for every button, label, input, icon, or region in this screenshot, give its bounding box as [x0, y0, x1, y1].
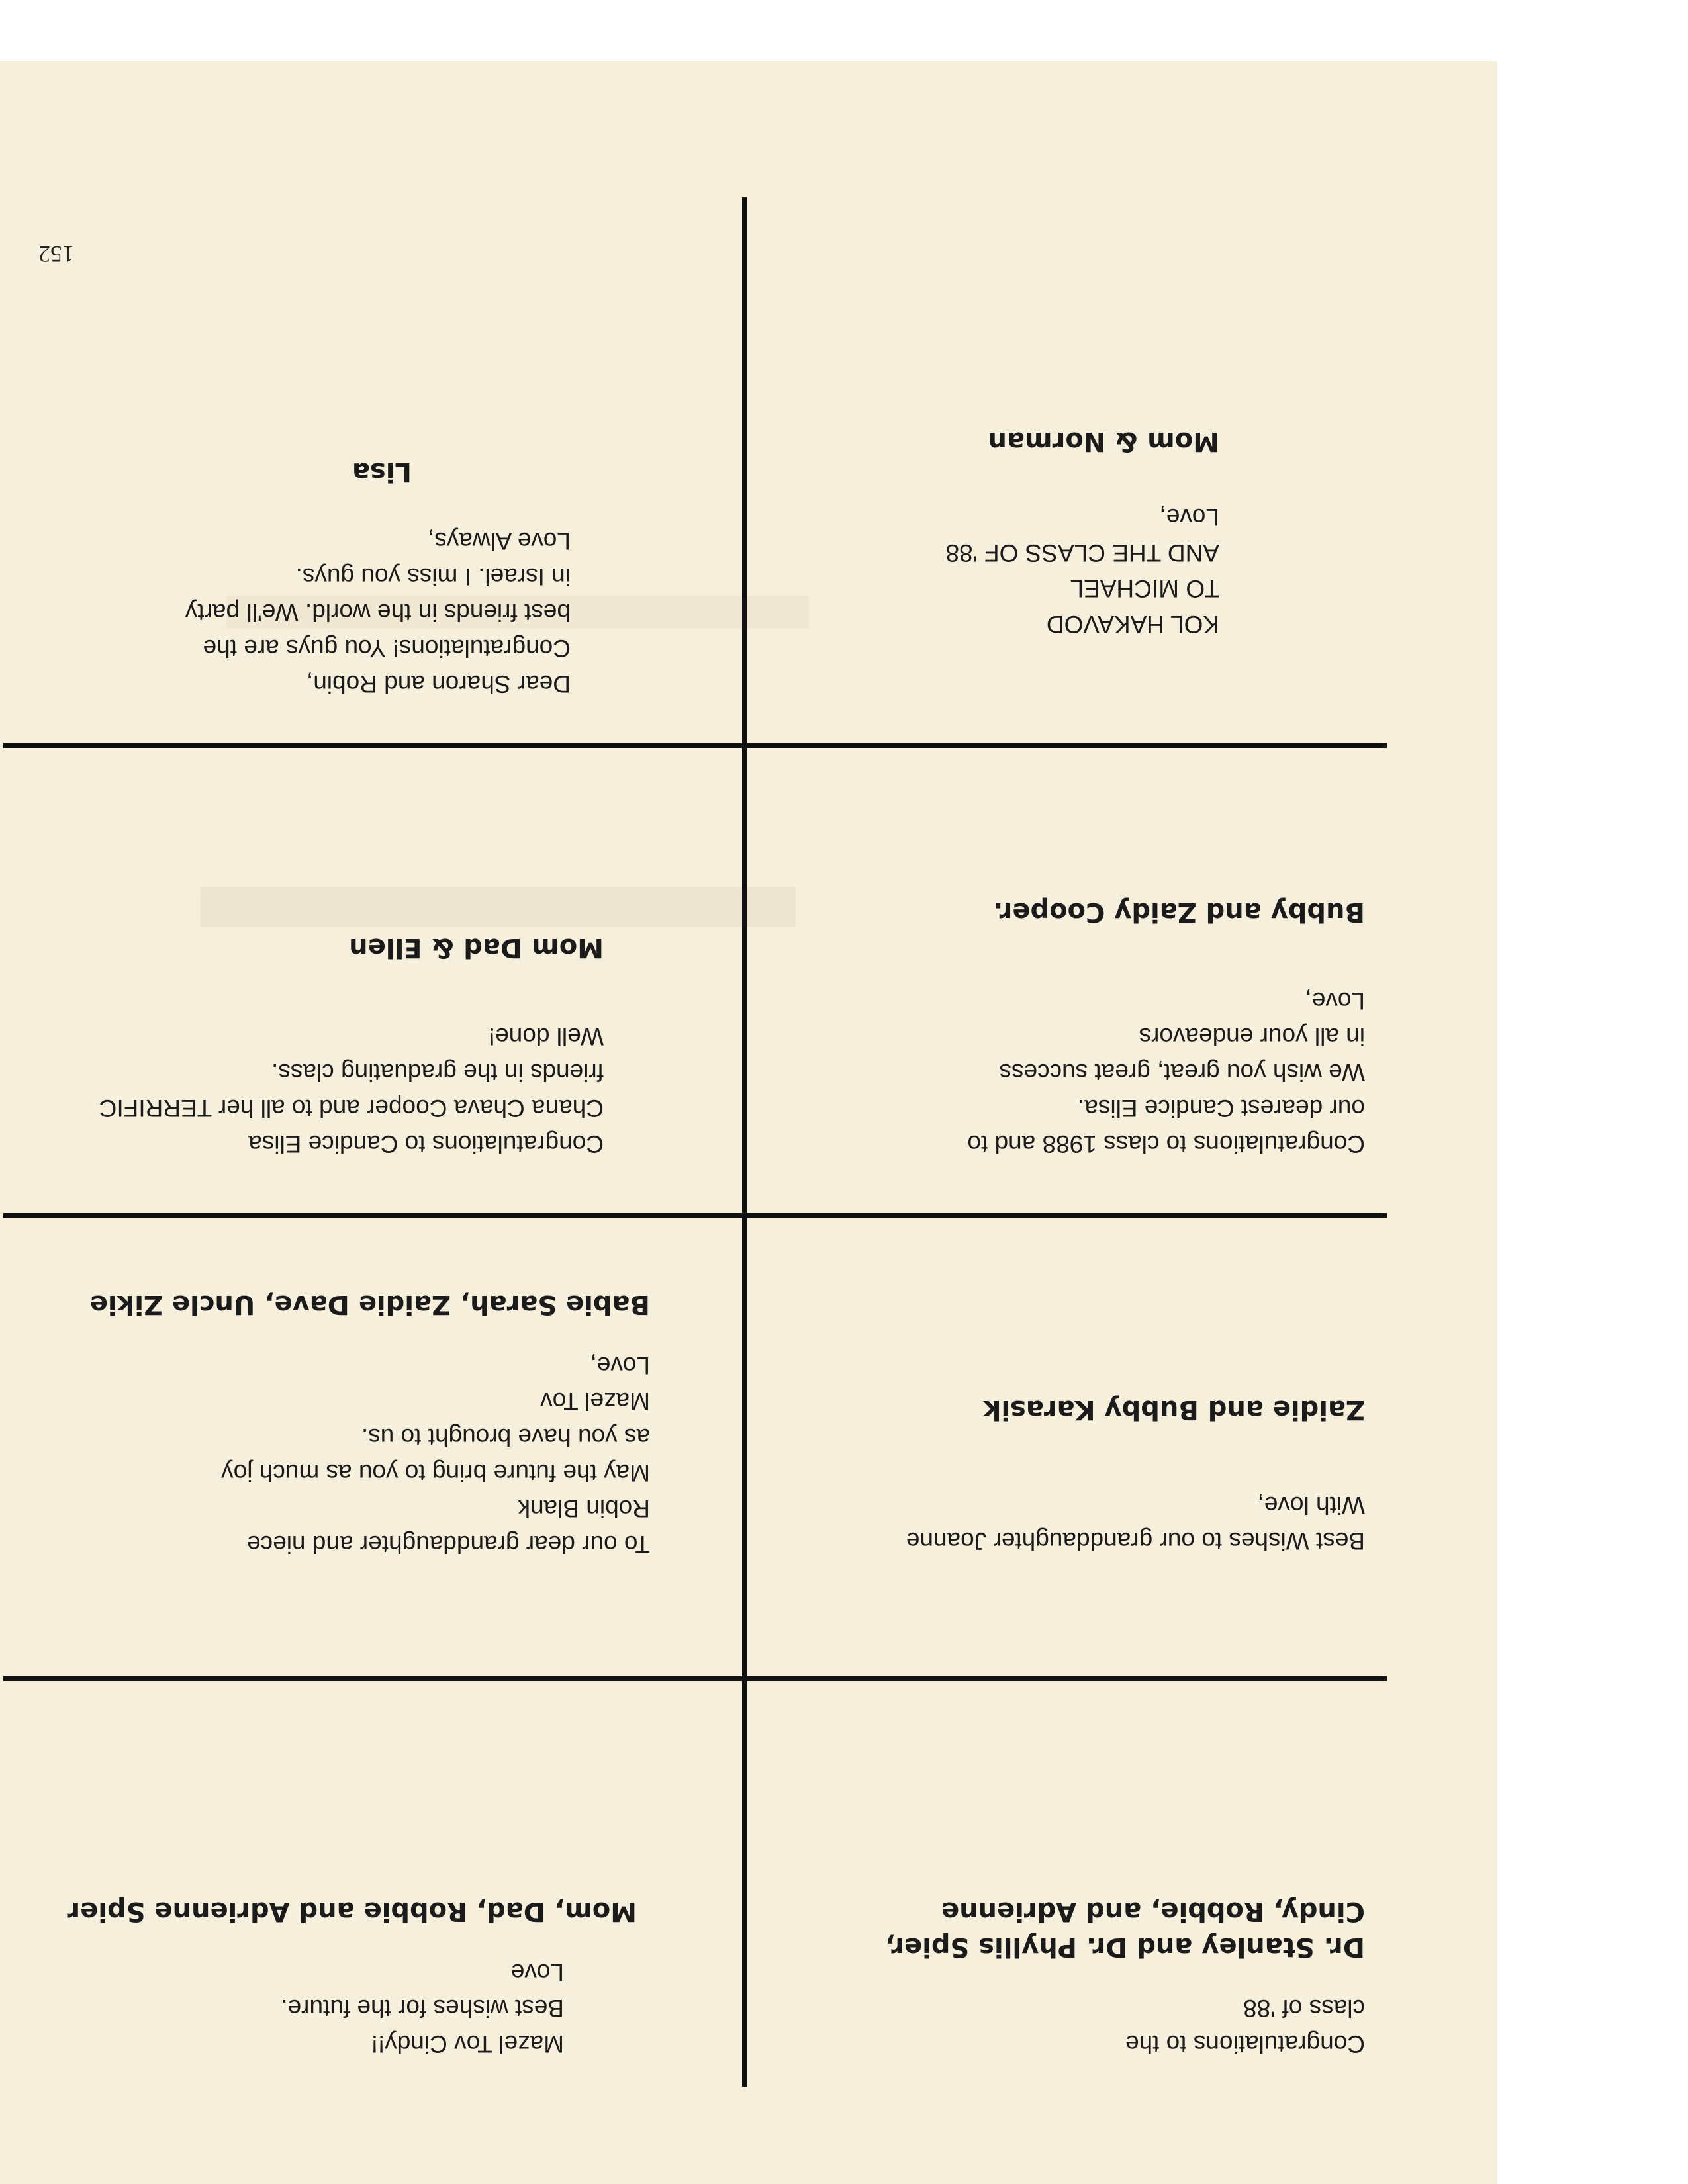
message-cell-2 [15, 1893, 637, 2062]
cell-message: Mazel Tov Cindy!! Best wishes for the future. Love [281, 1959, 564, 2058]
rotated-page-content [0, 61, 1497, 2184]
cell-message: To our dear granddaughter and niece Robin Blank May the future bring to you as much joy as you have brought to us. Mazel Tov Love, [221, 1352, 650, 1558]
cell-signature: Babie Sarah, Zaidie Dave, Uncle Zikie [89, 1289, 650, 1320]
cell-message: Congratulations to the class of '88 [1125, 1995, 1365, 2058]
horizontal-divider-2 [3, 1213, 1387, 1218]
cell-message: Best Wishes to our granddaughter Joanne With love, [906, 1492, 1365, 1555]
cell-signature: Dr. Stanley and Dr. Phyllis Spier, Cindy, Robbie, and Adrienne [884, 1896, 1365, 1962]
message-cell-5 [769, 894, 1365, 1161]
message-cell-4 [15, 1287, 650, 1562]
cell-message: Dear Sharon and Robin, Congratulations! You guys are the best friends in the world. We'll party in Israel. I miss you guys. Love Always, [185, 527, 571, 698]
horizontal-divider-3 [3, 743, 1387, 748]
page-number: 152 [38, 241, 74, 267]
yearbook-page [0, 61, 1497, 2184]
cell-signature: Bubby and Zaidy Cooper. [993, 897, 1365, 927]
cell-signature: Mom, Dad, Robbie and Adrienne Spier [67, 1896, 637, 1927]
cell-signature: Mom Dad & Ellen [349, 933, 604, 963]
cell-signature: Lisa [352, 457, 412, 487]
bleed-through-shadow [200, 887, 796, 927]
cell-message: Congratulations to class 1988 and to our dearest Candice Elisa. We wish you great, great success in all your endeavors Love, [967, 987, 1365, 1158]
vertical-divider [742, 197, 747, 2087]
message-cell-6 [8, 930, 604, 1161]
message-cell-1 [769, 1893, 1365, 2062]
message-cell-8 [8, 454, 571, 702]
message-cell-7 [769, 424, 1219, 642]
cell-signature: Mom & Norman [988, 426, 1219, 457]
cell-message: KOL HAKAVOD TO MICHAEL AND THE CLASS OF '88 Love, [945, 504, 1219, 638]
horizontal-divider-1 [3, 1676, 1387, 1681]
message-cell-3 [769, 1392, 1365, 1559]
cell-signature: Zaidie and Bubby Karasik [983, 1394, 1365, 1425]
cell-message: Congratulations to Candice Elisa Chana Chava Cooper and to all her TERRIFIC friends in the graduating class. Well done! [99, 1023, 604, 1158]
